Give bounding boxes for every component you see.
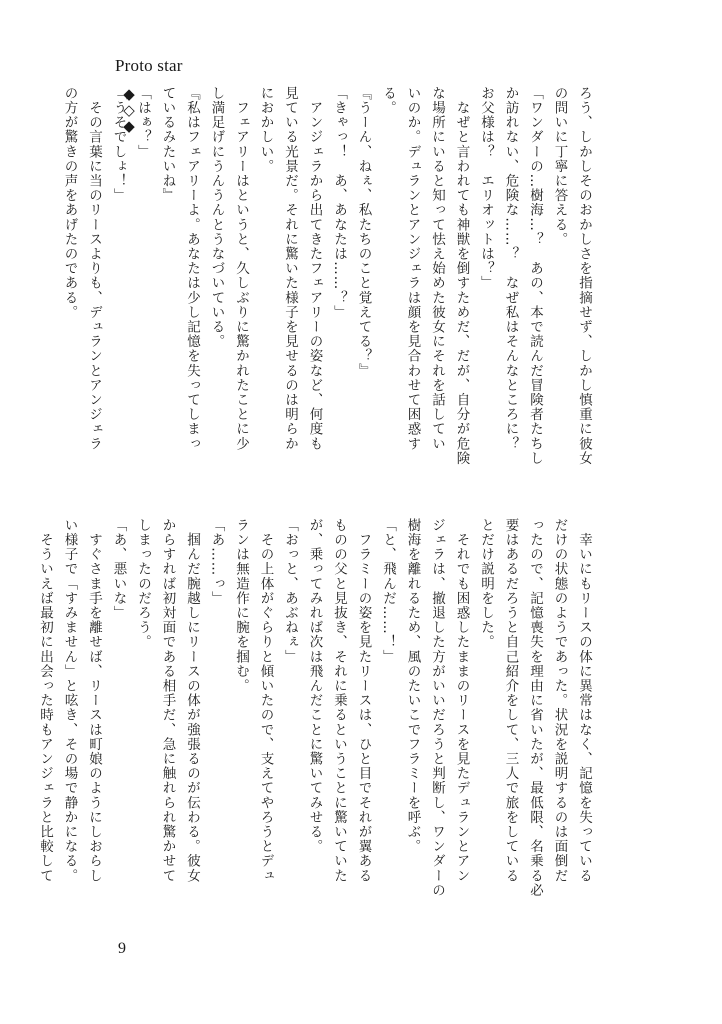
- text-line: 「きゃっ！ あ、あなたは……？」: [331, 86, 347, 320]
- text-line: ものの父と見抜き、それに乗るということに驚いていた: [331, 518, 347, 883]
- text-line: しまったのだろう。: [135, 518, 151, 650]
- text-line: 「と、飛んだ……！」: [380, 518, 396, 664]
- text-line: の方が驚きの声をあげたのである。: [61, 86, 78, 320]
- text-line: その上体がぐらりと傾いたので、支えてやろうとデュ: [257, 518, 274, 883]
- text-line: 見ている光景だ。それに驚いた様子を見せるのは明らか: [282, 86, 298, 451]
- text-line: か訪れない、危険な……？ なぜ私はそんなところに？: [502, 86, 519, 451]
- text-line: 「おっと、あぶねぇ」: [282, 518, 298, 664]
- text-line: 「うそでしょ！」: [110, 86, 127, 203]
- text-line: 「あ、悪いな」: [110, 518, 127, 621]
- text-line: いのか。デュランとアンジェラは顔を見合わせて困惑す: [404, 86, 421, 451]
- text-line: る。: [380, 86, 396, 116]
- text-line: ランは無造作に腕を掴む。: [233, 518, 249, 694]
- text-line: の問いに丁寧に答える。: [551, 86, 568, 247]
- text-line: ジェラは、撤退した方がいいだろうと判断し、ワンダーの: [429, 518, 445, 898]
- filled-diamond-icon: ◆: [123, 117, 135, 135]
- text-line: 「あ……っ」: [208, 518, 225, 606]
- text-line: におかしい。: [257, 86, 274, 174]
- text-line: アンジェラから出てきたフェアリーの姿など、何度も: [306, 86, 323, 451]
- text-line: なぜと言われても神獣を倒すためだ、だが、自分が危険: [453, 86, 470, 466]
- text-line: すぐさま手を離せば、リースは町娘のようにしおらし: [86, 518, 102, 883]
- text-line: 幸いにもリースの体に異常はなく、記憶を失っている: [576, 518, 592, 883]
- text-line: からすれば初対面である相手だ、急に触れられ驚かせて: [159, 518, 176, 883]
- running-header: Proto star: [115, 56, 183, 75]
- text-line: 『私はフェアリーよ。あなたは少し記憶を失ってしまっ: [184, 86, 200, 451]
- text-line: し満足げにうんうんとうなづいている。: [208, 86, 225, 349]
- text-line: 「ワンダーの…樹海…？ あの、本で読んだ冒険者たちし: [527, 86, 543, 466]
- text-line: 「はぁ？」: [135, 86, 151, 159]
- text-line: 要はあるだろうと自己紹介をして、三人で旅をしている: [502, 518, 519, 883]
- text-line: フラミーの姿を見たリースは、ひと目でそれが翼ある: [355, 518, 372, 883]
- text-line: い様子で「すみません」と呟き、その場で静かになる。: [61, 518, 78, 883]
- text-line: が、乗ってみれば次は飛んだことに驚いてみせる。: [306, 518, 323, 854]
- text-line: 掴んだ腕越しにリースの体が強張るのが伝わる。彼女: [184, 518, 200, 883]
- text-line: お父様は？ エリオットは？」: [478, 86, 494, 291]
- hollow-diamond-icon: ◇: [123, 101, 135, 119]
- page-number: 9: [118, 940, 126, 957]
- text-line: とだけ説明をした。: [478, 518, 494, 650]
- text-line: 『うーん、ねぇ、私たちのこと覚えてる？』: [355, 86, 372, 378]
- text-line: 樹海を離れるため、風のたいこでフラミーを呼ぶ。: [404, 518, 421, 854]
- text-line: ったので、記憶喪失を理由に省いたが、最低限、名乗る必: [527, 518, 543, 898]
- text-block-bottom: [33, 518, 597, 920]
- text-line: フェアリーはというと、久しぶりに驚かれたことに少: [233, 86, 249, 451]
- text-line: な場所にいると知って怯え始めた彼女にそれを話してい: [429, 86, 445, 451]
- text-line: ろう、しかしそのおかしさを指摘せず、しかし慎重に彼女: [576, 86, 592, 466]
- text-line: ているみたいね』: [159, 86, 176, 203]
- text-line: それでも困惑したままのリースを見たデュランとアン: [453, 518, 470, 883]
- text-block-top: [57, 86, 596, 488]
- text-line: その言葉に当のリースよりも、デュランとアンジェラ: [86, 86, 102, 451]
- filled-diamond-icon: ◆: [123, 85, 135, 103]
- text-line: そういえば最初に出会った時もアンジェラと比較して: [37, 518, 53, 883]
- text-line: だけの状態のようであった。状況を説明するのは面倒だ: [551, 518, 568, 883]
